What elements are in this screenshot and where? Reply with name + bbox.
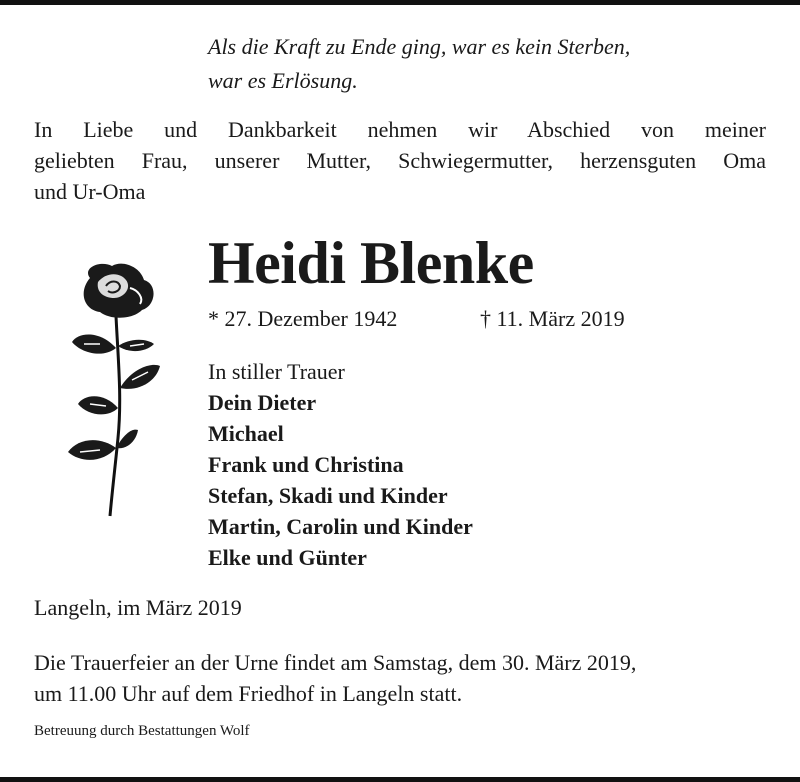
service-line: Die Trauerfeier an der Urne findet am Samstag, dem 30. März 2019,: [34, 650, 637, 675]
intro-line: geliebten Frau, unserer Mutter, Schwiegermutter, herzensguten Oma: [34, 148, 766, 173]
place-date: Langeln, im März 2019: [34, 595, 242, 620]
death-date: † 11. März 2019: [480, 306, 625, 331]
mourner-name: Frank und Christina: [208, 452, 404, 477]
motto-line: war es Erlösung.: [208, 68, 358, 93]
life-dates: [208, 304, 625, 334]
motto-quote: [208, 30, 768, 98]
mourners-intro: In stiller Trauer: [208, 359, 345, 384]
rose-icon: [60, 258, 170, 520]
undertaker-credit: Betreuung durch Bestattungen Wolf: [34, 723, 250, 739]
mourner-name: Michael: [208, 421, 284, 446]
mourner-name: Stefan, Skadi und Kinder: [208, 483, 448, 508]
mourner-name: Dein Dieter: [208, 390, 317, 415]
service-line: um 11.00 Uhr auf dem Friedhof in Langeln statt.: [34, 681, 463, 706]
funeral-service-info: [34, 647, 774, 709]
motto-line: Als die Kraft zu Ende ging, war es kein Sterben,: [208, 34, 631, 59]
birth-date: * 27. Dezember 1942: [208, 306, 398, 331]
mourner-name: Martin, Carolin und Kinder: [208, 514, 473, 539]
intro-line: und Ur-Oma: [34, 179, 146, 204]
intro-line: In Liebe und Dankbarkeit nehmen wir Abschied von meiner: [34, 117, 766, 142]
intro-text: [34, 114, 766, 207]
mourners-list: [208, 356, 473, 573]
deceased-name: Heidi Blenke: [208, 230, 534, 296]
mourner-name: Elke und Günter: [208, 545, 367, 570]
